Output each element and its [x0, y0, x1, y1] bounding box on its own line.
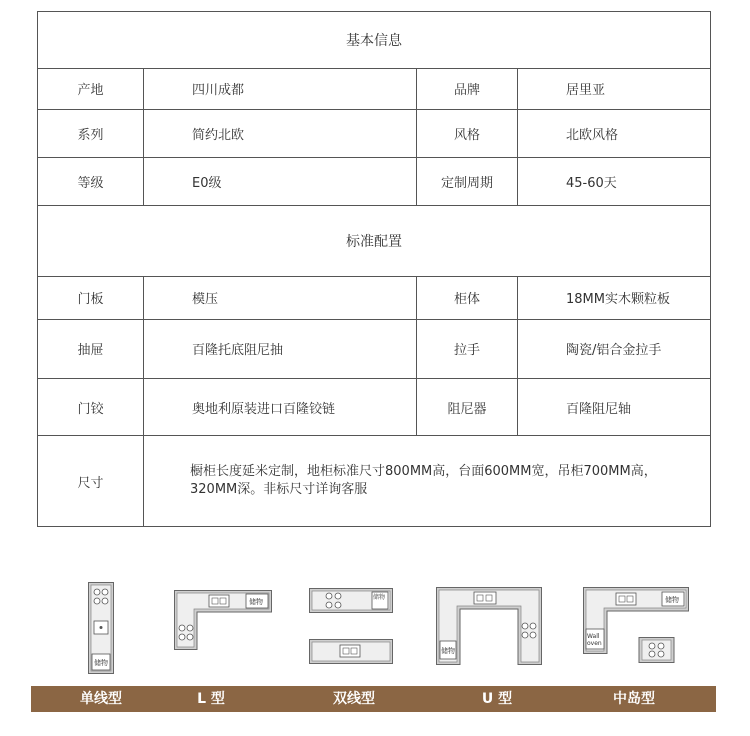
origin-label: 产地: [38, 69, 144, 109]
handle-value: 陶瓷/铝合金拉手: [518, 319, 711, 378]
cycle-value: 45-60天: [518, 157, 711, 205]
double-line-diagram: [309, 588, 393, 664]
layout-label-single-line: 单线型: [80, 691, 122, 707]
l-shape-diagram: [174, 590, 272, 650]
cabinet-body-value: 18MM实木颗粒板: [518, 276, 711, 319]
layout-label-double-line: 双线型: [333, 691, 375, 707]
hinge-label: 门铰: [38, 379, 144, 436]
basic-info-title: 基本信息: [38, 12, 711, 69]
storage-text: 储物: [441, 647, 455, 655]
island-diagram: [583, 587, 689, 663]
drawer-value: 百隆托底阻尼抽: [144, 319, 417, 378]
single-line-diagram: [88, 582, 114, 674]
storage-text: 储物: [94, 659, 108, 667]
drawer-label: 抽屉: [38, 319, 144, 378]
spec-table: [37, 11, 711, 527]
cabinet-body-label: 柜体: [417, 276, 518, 319]
brand-value: 居里亚: [518, 69, 711, 109]
series-label: 系列: [38, 109, 144, 157]
grade-label: 等级: [38, 157, 144, 205]
layout-label-l-shape: L 型: [197, 691, 225, 707]
size-label: 尺寸: [38, 436, 144, 527]
standard-config-title: 标准配置: [38, 206, 711, 276]
u-shape-diagram: [436, 587, 542, 665]
size-value: [144, 436, 711, 527]
style-value: 北欧风格: [518, 109, 711, 157]
damper-label: 阻尼器: [417, 379, 518, 436]
layout-label-island: 中岛型: [613, 691, 655, 707]
layout-label-u-shape: U 型: [481, 691, 513, 707]
storage-text: 储物: [665, 596, 679, 604]
storage-text: 储物: [373, 594, 386, 601]
grade-value: E0级: [144, 157, 417, 205]
size-line-1: 橱柜长度延米定制，地柜标准尺寸800MM高，台面600MM宽，吊柜700MM高，: [190, 464, 657, 480]
handle-label: 拉手: [417, 319, 518, 378]
wall-text: Wall: [587, 633, 600, 640]
brand-label: 品牌: [417, 69, 518, 109]
style-label: 风格: [417, 109, 518, 157]
storage-text: 储物: [249, 598, 263, 606]
layout-label-bar: [31, 686, 716, 712]
damper-value: 百隆阻尼轴: [518, 379, 711, 436]
series-value: 简约北欧: [144, 109, 417, 157]
door-panel-label: 门板: [38, 276, 144, 319]
cycle-label: 定制周期: [417, 157, 518, 205]
origin-value: 四川成都: [144, 69, 417, 109]
size-line-2: 320MM深。非标尺寸详询客服: [190, 482, 368, 498]
hinge-value: 奥地利原装进口百隆铰链: [144, 379, 417, 436]
oven-text: oven: [587, 640, 602, 647]
kitchen-layouts: [0, 578, 750, 678]
door-panel-value: 模压: [144, 276, 417, 319]
